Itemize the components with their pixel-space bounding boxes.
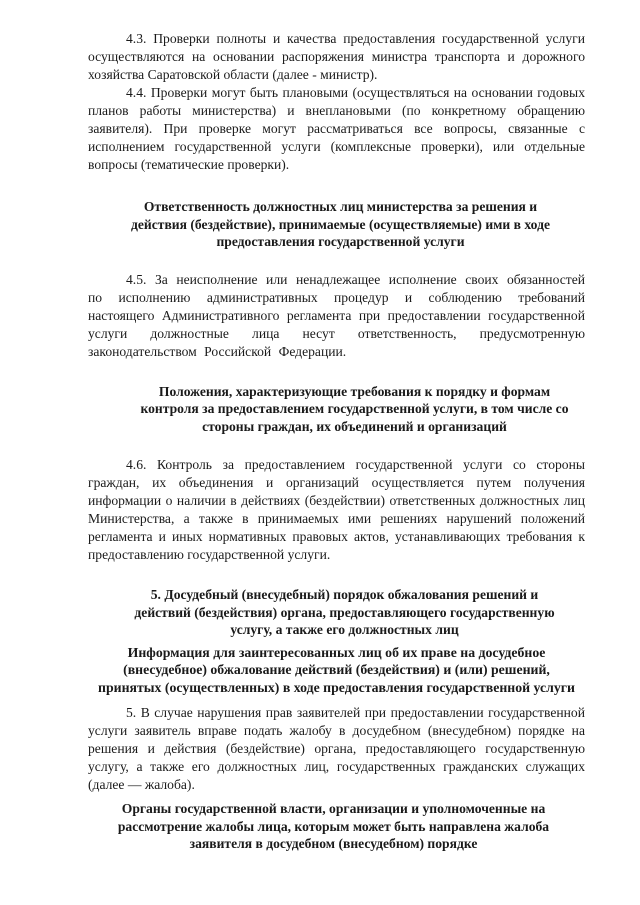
paragraph-4-4: 4.4. Проверки могут быть плановыми (осуществляться на основании годовых планов работы министерства) и внеплановыми (по конкретному обращению заявителя). При проверке могут рассматриваться все вопросы, связанные с исполнением государственной услуги (комплексные проверки), или отдельные вопросы (тематические проверки). — [88, 85, 585, 172]
paragraph-4-3: 4.3. Проверки полноты и качества предоставления государственной услуги осуществляются на основании распоряжения министра транспорта и дорожного хозяйства Саратовской области (далее - министр). — [88, 31, 585, 82]
heading-appeal-information: Информация для заинтересованных лиц об их праве на досудебное (внесудебное) обжалование действий (бездействия) и (или) решений, принятых (осуществленных) в ходе предоставления государственной услуги — [98, 644, 575, 695]
document-page — [88, 30, 585, 853]
heading-complaint-bodies: Органы государственной власти, организации и уполномоченные на рассмотрение жалобы лица, которым может быть направлена жалоба заявителя в досудебном (внесудебном) порядке — [117, 801, 550, 851]
heading-control-provisions: Положения, характеризующие требования к порядку и формам контроля за предоставлением государственной услуги, в том числе со стороны граждан, их объединений и организаций — [140, 383, 569, 434]
heading-responsibility: Ответственность должностных лиц министерства за решения и действия (бездействие), принимаемые (осуществляемые) ими в ходе предоставления государственной услуги — [131, 199, 550, 249]
heading-section-5: 5. Досудебный (внесудебный) порядок обжалования решений и действий (бездействия) органа, предоставляющего государственную услугу, а также его должностных лиц — [134, 587, 555, 637]
paragraph-4-5: 4.5. За неисполнение или ненадлежащее исполнение своих обязанностей по исполнению административных процедур и соблюдению требований настоящего Административного регламента при предоставлении государственной услуги должностные лица несут ответственность, предусмотренную законодательством Российской Федерации. — [88, 271, 585, 359]
paragraph-5: 5. В случае нарушения прав заявителей при предоставлении государственной услуги заявитель вправе подать жалобу в досудебном (внесудебном) порядке на решения и действия (бездействие) органа, предоставляющего государственную услугу, а также его должностных лиц, государственных гражданских служащих (далее — жалоба). — [88, 705, 585, 792]
paragraph-4-6: 4.6. Контроль за предоставлением государственной услуги со стороны граждан, их объединения и организаций осуществляется путем получения информации о наличии в действиях (бездействии) ответственных должностных лиц Министерства, а также в принимаемых ими решениях нарушений положений регламента и иных нормативных правовых актов, устанавливающих требования к предоставлению государственной услуги. — [88, 457, 585, 562]
